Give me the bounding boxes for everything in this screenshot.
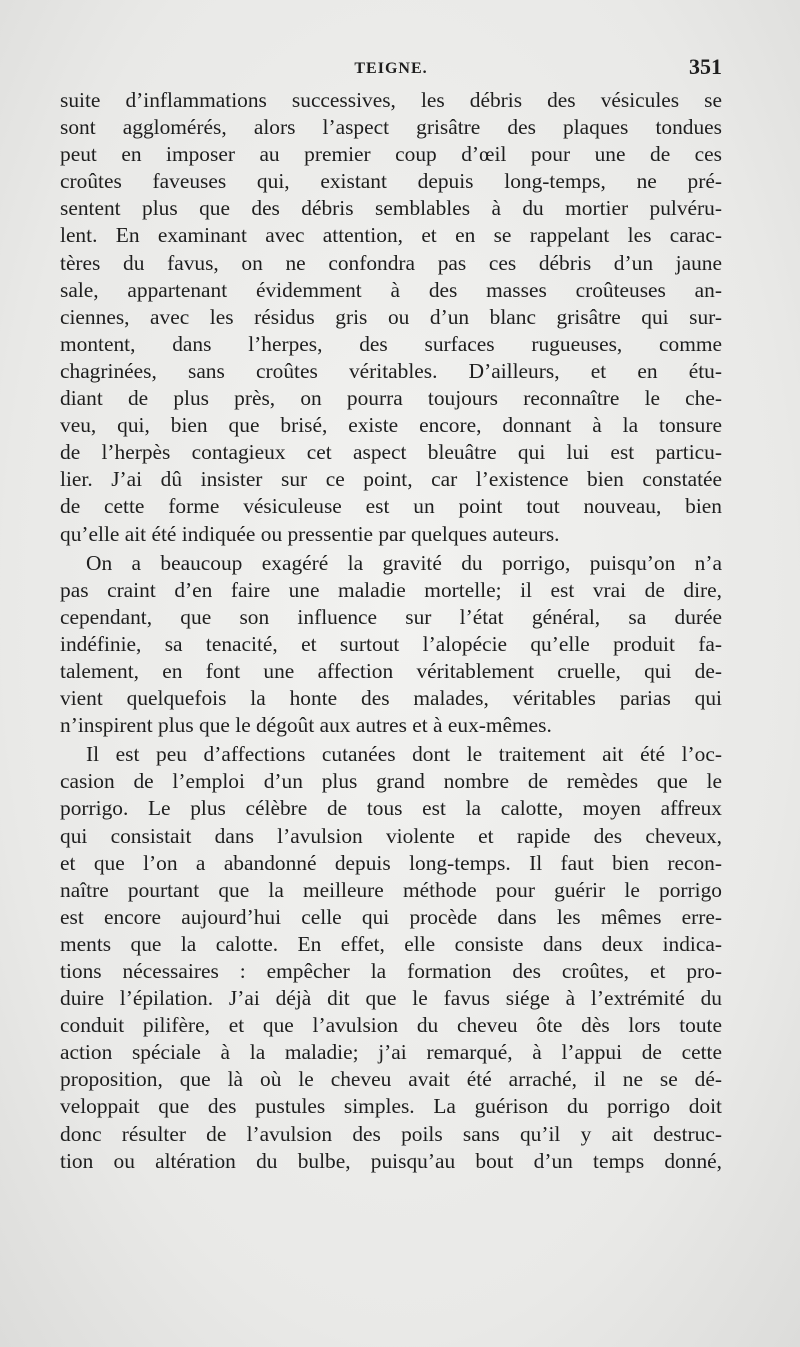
running-title: TEIGNE.	[354, 60, 428, 77]
text-line: croûtes faveuses qui, existant depuis long-temps, ne pré-	[60, 169, 722, 194]
text-line: conduit pilifère, et que l’avulsion du cheveu ôte dès lors toute	[60, 1013, 722, 1038]
text-line: et que l’on a abandonné depuis long-temps. Il faut bien recon-	[60, 850, 722, 875]
text-line: lent. En examinant avec attention, et en se rappelant les carac-	[60, 223, 722, 248]
text-line: talement, en font une affection véritablement cruelle, qui de-	[60, 658, 722, 683]
text-line-paragraph-start: Il est peu d’affections cutanées dont le traitement ait été l’oc-	[86, 742, 722, 767]
text-line: tères du favus, on ne confondra pas ces débris d’un jaune	[60, 250, 722, 275]
text-line: peut en imposer au premier coup d’œil pour une de ces	[60, 142, 722, 167]
text-line: sale, appartenant évidemment à des masses croûteuses an-	[60, 277, 722, 302]
text-line: chagrinées, sans croûtes véritables. D’ailleurs, et en étu-	[60, 358, 722, 383]
text-line: casion de l’emploi d’un plus grand nombre de remèdes que le	[60, 769, 722, 794]
text-line: action spéciale à la maladie; j’ai remarqué, à l’appui de cette	[60, 1040, 722, 1065]
text-line: suite d’inflammations successives, les débris des vésicules se	[60, 88, 722, 112]
body-text	[60, 87, 722, 1175]
text-line: donc résulter de l’avulsion des poils sans qu’il y ait destruc-	[60, 1121, 722, 1146]
text-line: sont agglomérés, alors l’aspect grisâtre des plaques tondues	[60, 115, 722, 140]
text-line: cependant, que son influence sur l’état général, sa durée	[60, 604, 722, 629]
text-line-paragraph-end: qu’elle ait été indiquée ou pressentie par quelques auteurs.	[60, 521, 560, 546]
text-line: porrigo. Le plus célèbre de tous est la calotte, moyen affreux	[60, 796, 722, 821]
text-line: de cette forme vésiculeuse est un point tout nouveau, bien	[60, 494, 722, 519]
text-line: de l’herpès contagieux cet aspect bleuâtre qui lui est particu-	[60, 440, 722, 465]
text-line: pas craint d’en faire une maladie mortelle; il est vrai de dire,	[60, 577, 722, 602]
text-line: indéfinie, sa tenacité, et surtout l’alopécie qu’elle produit fa-	[60, 631, 722, 656]
text-line: veu, qui, bien que brisé, existe encore, donnant à la tonsure	[60, 413, 722, 438]
text-line: ciennes, avec les résidus gris ou d’un blanc grisâtre qui sur-	[60, 304, 722, 329]
text-line: tion ou altération du bulbe, puisqu’au bout d’un temps donné,	[60, 1148, 722, 1173]
text-line: lier. J’ai dû insister sur ce point, car l’existence bien constatée	[60, 467, 722, 492]
running-head	[60, 52, 722, 86]
text-line: qui consistait dans l’avulsion violente et rapide des cheveux,	[60, 823, 722, 848]
text-line: veloppait que des pustules simples. La guérison du porrigo doit	[60, 1094, 722, 1119]
text-line: proposition, que là où le cheveu avait été arraché, il ne se dé-	[60, 1067, 722, 1092]
text-line-paragraph-end: n’inspirent plus que le dégoût aux autres et à eux-mêmes.	[60, 713, 552, 738]
text-line: vient quelquefois la honte des malades, véritables parias qui	[60, 686, 722, 711]
text-line: est encore aujourd’hui celle qui procède dans les mêmes erre-	[60, 904, 722, 929]
text-line: duire l’épilation. J’ai déjà dit que le favus siége à l’extrémité du	[60, 986, 722, 1011]
text-line: naître pourtant que la meilleure méthode pour guérir le porrigo	[60, 877, 722, 902]
text-line: diant de plus près, on pourra toujours reconnaître le che-	[60, 386, 722, 411]
text-line: ments que la calotte. En effet, elle consiste dans deux indica-	[60, 931, 722, 956]
text-line: montent, dans l’herpes, des surfaces rugueuses, comme	[60, 331, 722, 356]
text-line-paragraph-start: On a beaucoup exagéré la gravité du porrigo, puisqu’on n’a	[86, 550, 722, 575]
text-line: tions nécessaires : empêcher la formation des croûtes, et pro-	[60, 959, 722, 983]
page-number: 351	[689, 54, 722, 79]
text-line: sentent plus que des débris semblables à du mortier pulvéru-	[60, 196, 722, 221]
